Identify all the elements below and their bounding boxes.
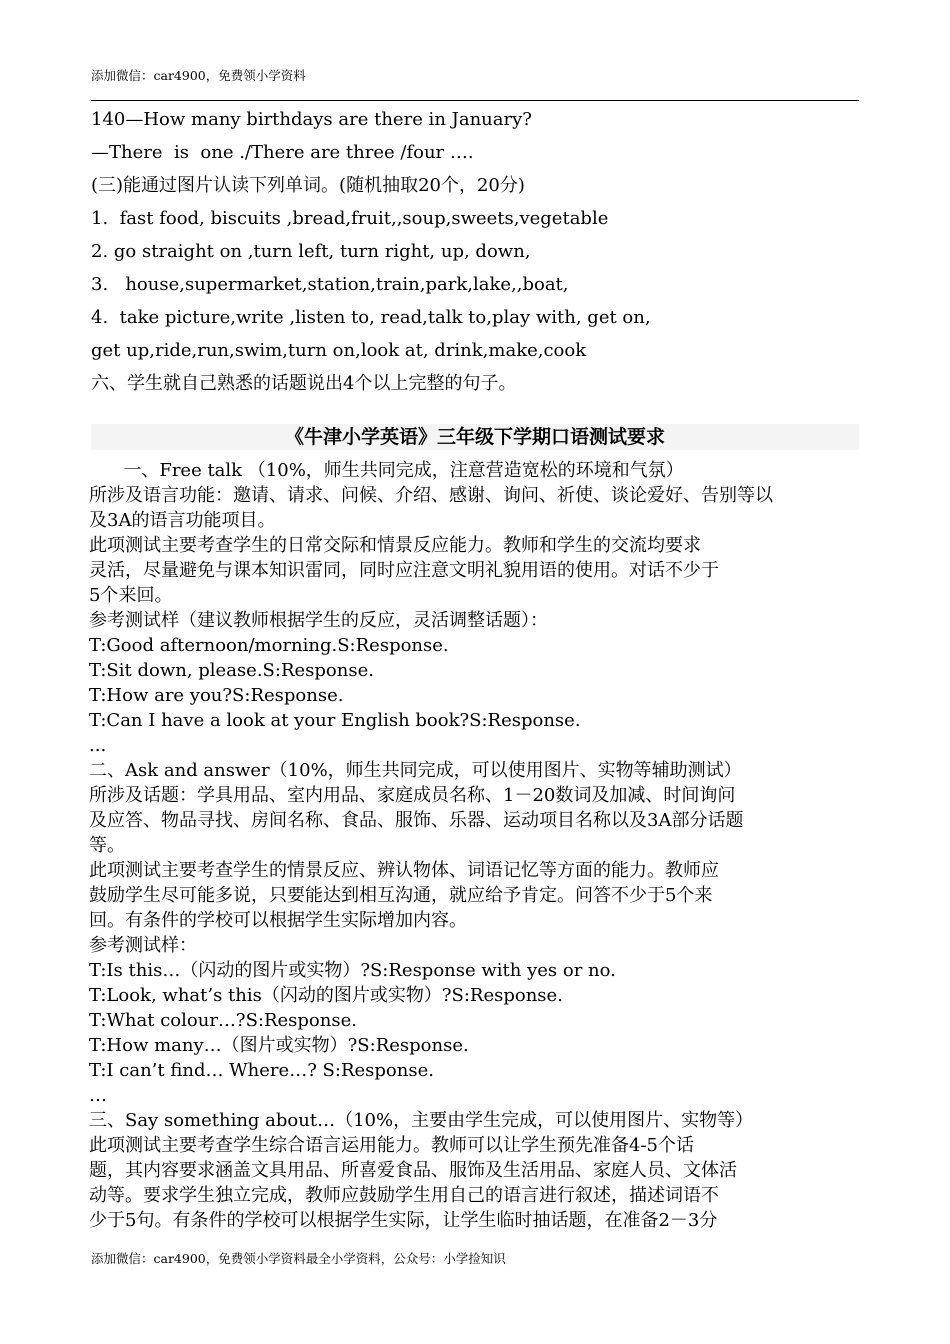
text-line: ... [89, 735, 107, 756]
text-line: … [89, 1085, 107, 1106]
text-line: 所涉及语言功能：邀请、请求、问候、介绍、感谢、询问、祈使、谈论爱好、告别等以 [89, 485, 773, 506]
text-line: 及3A的语言功能项目。 [89, 510, 276, 531]
text-line: 3. house,supermarket,station,train,park,lake,,boat, [91, 274, 569, 295]
text-line: T:Good afternoon/morning.S:Response. [89, 635, 449, 656]
text-line: 一、Free talk （10%，师生共同完成，注意营造宽松的环境和气氛） [89, 460, 684, 481]
text-line: 1. fast food, biscuits ,bread,fruit,,soup,sweets,vegetable [91, 208, 609, 229]
text-line: —There is one ./There are three /four …. [91, 142, 474, 163]
text-line: 140—How many birthdays are there in January? [91, 109, 532, 130]
text-line: 三、Say something about…（10%，主要由学生完成，可以使用图片、实物等） [89, 1110, 754, 1131]
text-line: 5个来回。 [89, 585, 173, 606]
text-line: 此项测试主要考查学生的情景反应、辨认物体、词语记忆等方面的能力。教师应 [89, 860, 719, 881]
text-line: T:I can’t find… Where…? S:Response. [89, 1060, 434, 1081]
text-line: 回。有条件的学校可以根据学生实际增加内容。 [89, 910, 467, 931]
text-line: T:Sit down, please.S:Response. [89, 660, 374, 681]
text-line: 等。 [89, 835, 125, 856]
page-header: 添加微信：car4900，免费领小学资料 [91, 68, 306, 83]
text-line: 动等。要求学生独立完成，教师应鼓励学生用自己的语言进行叙述，描述词语不 [89, 1185, 719, 1206]
text-line: T:How are you?S:Response. [89, 685, 344, 706]
text-line: 二、Ask and answer（10%，师生共同完成，可以使用图片、实物等辅助测试） [89, 760, 742, 781]
header-divider [91, 100, 859, 101]
text-line: T:What colour…?S:Response. [89, 1010, 357, 1031]
text-line: T:How many…（图片或实物）?S:Response. [89, 1035, 469, 1056]
text-line: 2. go straight on ,turn left, turn right, up, down, [91, 241, 531, 262]
text-line: 灵活，尽量避免与课本知识雷同，同时应注意文明礼貌用语的使用。对话不少于 [89, 560, 719, 581]
text-line: T:Look, what’s this（闪动的图片或实物）?S:Response. [89, 985, 563, 1006]
text-line: 参考测试样（建议教师根据学生的反应，灵活调整话题）： [89, 610, 548, 631]
text-line: 鼓励学生尽可能多说，只要能达到相互沟通，就应给予肯定。问答不少于5个来 [89, 885, 713, 906]
text-line: 题，其内容要求涵盖文具用品、所喜爱食品、服饰及生活用品、家庭人员、文体活 [89, 1160, 737, 1181]
text-line: 此项测试主要考查学生综合语言运用能力。教师可以让学生预先准备4-5个话 [89, 1135, 694, 1156]
text-line: T:Can I have a look at your English book?S:Response. [89, 710, 581, 731]
text-line: T:Is this…（闪动的图片或实物）?S:Response with yes or no. [89, 960, 616, 981]
text-line: get up,ride,run,swim,turn on,look at, drink,make,cook [91, 340, 587, 361]
body-text-block [89, 458, 859, 1233]
text-line: 及应答、物品寻找、房间名称、食品、服饰、乐器、运动项目名称以及3A部分话题 [89, 810, 744, 831]
top-text-block [91, 103, 871, 400]
text-line: (三)能通过图片认读下列单词。(随机抽取20个，20分) [91, 175, 525, 196]
text-line: 六、学生就自己熟悉的话题说出4个以上完整的句子。 [91, 373, 517, 394]
text-line: 4. take picture,write ,listen to, read,talk to,play with, get on, [91, 307, 651, 328]
section-title: 《牛津小学英语》三年级下学期口语测试要求 [284, 426, 665, 448]
text-line: 此项测试主要考查学生的日常交际和情景反应能力。教师和学生的交流均要求 [89, 535, 701, 556]
text-line: 参考测试样： [89, 935, 197, 956]
text-line: 所涉及话题：学具用品、室内用品、家庭成员名称、1－20数词及加减、时间询问 [89, 785, 736, 806]
page-footer: 添加微信：car4900，免费领小学资料最全小学资料，公众号：小学捡知识 [91, 1251, 506, 1266]
text-line: 少于5句。有条件的学校可以根据学生实际，让学生临时抽话题，在准备2－3分 [89, 1210, 718, 1231]
